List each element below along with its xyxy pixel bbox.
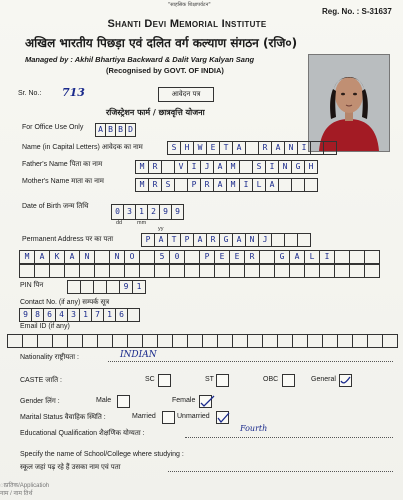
father-name-cell: N [278, 160, 292, 174]
mother-name-cell: A [213, 178, 227, 192]
email-cell [292, 334, 308, 348]
name-cell: E [206, 141, 220, 155]
application-form-label: आवेदन पत्र [158, 87, 214, 102]
address-cell [199, 264, 215, 278]
education-line [185, 437, 393, 438]
name-cell: A [271, 141, 285, 155]
address-cell: O [124, 250, 140, 264]
address-cell: E [229, 250, 245, 264]
managed-by [25, 55, 254, 64]
dob-cell: 2 [147, 204, 160, 220]
email-cell [307, 334, 323, 348]
email-cell [52, 334, 68, 348]
father-name-cell: I [187, 160, 201, 174]
office-code-cell: D [125, 123, 136, 137]
father-name-label: Father's Name पिता का नाम [22, 161, 103, 168]
email-cell [277, 334, 293, 348]
pin-cell: 1 [132, 280, 146, 294]
school-label-hindi: स्कूल जहां पढ़ रहे हैं उसका नाम एवं पता [20, 464, 121, 471]
address-cell [304, 264, 320, 278]
check-mark-icon [199, 395, 215, 408]
email-cell [187, 334, 203, 348]
name-cell [245, 141, 259, 155]
name-cell [310, 141, 324, 155]
address-cell: N [79, 250, 95, 264]
address-cell [364, 264, 380, 278]
contact-cell: 8 [31, 308, 44, 322]
address-cell: R [244, 250, 260, 264]
father-name-cell [239, 160, 253, 174]
mother-name-label: Mother's Name माता का नाम [22, 178, 104, 185]
name-cell: W [193, 141, 207, 155]
address-cell [94, 250, 110, 264]
address-label: Permanent Address पर का पता [22, 236, 114, 243]
name-cell: I [297, 141, 311, 155]
email-cell [67, 334, 83, 348]
dob-cell: 0 [111, 204, 124, 220]
gender-option-female: Female [172, 397, 196, 404]
contact-cell: 6 [43, 308, 56, 322]
gender-label: Gender लिंग : [20, 398, 60, 405]
address-line1-boxes[interactable] [142, 233, 311, 247]
address-cell: 5 [154, 250, 170, 264]
address-cell [139, 264, 155, 278]
dob-unit-year: yy [158, 226, 164, 232]
address-cell [259, 264, 275, 278]
address-cell [271, 233, 285, 247]
gender-male-checkbox[interactable] [117, 395, 130, 408]
name-cell [323, 141, 337, 155]
address-cell: L [304, 250, 320, 264]
mother-name-cell: A [265, 178, 279, 192]
father-name-cell: H [304, 160, 318, 174]
address-cell [49, 264, 65, 278]
address-cell [349, 250, 365, 264]
contact-cell: 1 [79, 308, 92, 322]
address-cell [334, 250, 350, 264]
address-cell [154, 264, 170, 278]
address-cell: I [319, 250, 335, 264]
address-cell: P [180, 233, 194, 247]
caste-st-checkbox[interactable] [216, 374, 229, 387]
address-cell [364, 250, 380, 264]
email-cell [382, 334, 398, 348]
address-cell: T [167, 233, 181, 247]
marital-unmarried-checkbox[interactable] [216, 411, 229, 424]
managed-by-value: Akhil Bhartiya Backward & Dalit Varg Kalyan Sang [74, 55, 255, 64]
email-cell [7, 334, 23, 348]
father-name-cell: G [291, 160, 305, 174]
pin-cell [80, 280, 94, 294]
bottom-clipped-line: नाम / नाम तिर्थ [0, 491, 33, 497]
address-cell [244, 264, 260, 278]
mother-name-cell: S [161, 178, 175, 192]
email-cell [22, 334, 38, 348]
mother-name-cell [304, 178, 318, 192]
office-code-cell: B [105, 123, 116, 137]
serial-number-value: 713 [62, 86, 85, 99]
email-cell [97, 334, 113, 348]
email-cell [202, 334, 218, 348]
name-cell: R [258, 141, 272, 155]
email-cell [142, 334, 158, 348]
address-cell [229, 264, 245, 278]
father-name-cell: V [174, 160, 188, 174]
pin-cell [106, 280, 120, 294]
dob-boxes[interactable] [112, 204, 184, 220]
email-cell [127, 334, 143, 348]
address-line2-boxes[interactable] [20, 250, 380, 264]
address-cell [79, 264, 95, 278]
address-cell: A [232, 233, 246, 247]
address-cell: G [219, 233, 233, 247]
address-cell [297, 233, 311, 247]
father-name-cell: M [135, 160, 149, 174]
pin-cell [67, 280, 81, 294]
name-cell: S [167, 141, 181, 155]
registration-number: Reg. No. : S-31637 [322, 7, 392, 16]
address-cell [259, 250, 275, 264]
email-cell [217, 334, 233, 348]
address-cell [19, 264, 35, 278]
caste-option-general: General [311, 376, 336, 383]
organization-hindi-name: अखिल भारतीय पिछड़ा एवं दलित वर्ग कल्याण संगठन (रजि०) [25, 36, 298, 50]
name-boxes[interactable] [168, 141, 337, 155]
email-cell [37, 334, 53, 348]
mother-name-cell [291, 178, 305, 192]
caste-option-obc: OBC [263, 376, 279, 383]
mother-name-cell: R [148, 178, 162, 192]
applicant-photo [308, 54, 390, 152]
caste-option-sc: SC [145, 376, 155, 383]
email-cell [352, 334, 368, 348]
address-cell [289, 264, 305, 278]
office-use-label: For Office Use Only [22, 124, 84, 131]
address-cell [184, 250, 200, 264]
address-line3-boxes[interactable] [20, 264, 380, 278]
dob-unit-day: dd [116, 220, 123, 226]
email-cell [322, 334, 338, 348]
address-cell: A [34, 250, 50, 264]
contact-cell: 6 [115, 308, 128, 322]
caste-option-st: ST [205, 376, 214, 383]
address-cell: N [245, 233, 259, 247]
address-cell: J [258, 233, 272, 247]
address-cell [274, 264, 290, 278]
dob-cell: 1 [135, 204, 148, 220]
father-name-cell: I [265, 160, 279, 174]
mother-name-boxes[interactable] [136, 178, 318, 192]
check-mark-icon [216, 411, 230, 424]
email-cell [157, 334, 173, 348]
bottom-clipped-text [0, 482, 50, 500]
caste-label: CASTE जाति : [20, 377, 62, 384]
name-cell: T [219, 141, 233, 155]
dob-cell: 9 [171, 204, 184, 220]
father-name-cell: R [148, 160, 162, 174]
gender-option-male: Male [96, 397, 112, 404]
address-cell: K [49, 250, 65, 264]
dob-cell: 9 [159, 204, 172, 220]
dob-unit-month: mm [137, 220, 147, 226]
address-cell [169, 264, 185, 278]
email-cell [112, 334, 128, 348]
form-title: रजिस्ट्रेशन फार्म / छात्रवृत्ति योजना [106, 108, 205, 117]
contact-cell: 3 [67, 308, 80, 322]
dob-label: Date of Birth जन्म तिथि [22, 203, 89, 210]
mother-name-cell: M [135, 178, 149, 192]
email-cell [247, 334, 263, 348]
caste-sc-checkbox[interactable] [158, 374, 171, 387]
address-cell: E [214, 250, 230, 264]
email-cell [172, 334, 188, 348]
address-cell: 0 [169, 250, 185, 264]
mother-name-cell: L [252, 178, 266, 192]
name-cell: H [180, 141, 194, 155]
address-cell: N [109, 250, 125, 264]
father-name-cell: M [226, 160, 240, 174]
marital-option-married: Married [132, 413, 156, 420]
name-cell: N [284, 141, 298, 155]
address-cell: A [64, 250, 80, 264]
name-label: Name (in Capital Letters) आवेदक का नाम [22, 144, 143, 151]
address-cell [319, 264, 335, 278]
motto: "साहसिक शिक्षापर्यटन" [168, 2, 211, 8]
address-cell [214, 264, 230, 278]
address-cell: M [19, 250, 35, 264]
pin-cell [93, 280, 107, 294]
bottom-clipped-line: ाप्रतिक/Applicatioh [0, 483, 50, 489]
father-name-cell: A [213, 160, 227, 174]
father-name-cell: J [200, 160, 214, 174]
address-cell [139, 250, 155, 264]
contact-cell: 4 [55, 308, 68, 322]
email-boxes[interactable] [8, 334, 398, 348]
marital-option-unmarried: Unmarried [177, 413, 210, 420]
school-label-english: Specify the name of School/College where studying : [20, 451, 184, 458]
father-name-cell [161, 160, 175, 174]
father-name-boxes[interactable] [136, 160, 318, 174]
school-line[interactable] [168, 471, 393, 472]
office-code-cell: B [115, 123, 126, 137]
contact-cell [127, 308, 140, 322]
address-cell: P [141, 233, 155, 247]
contact-boxes[interactable] [20, 308, 140, 322]
mother-name-cell: P [187, 178, 201, 192]
address-cell: P [199, 250, 215, 264]
address-cell: R [206, 233, 220, 247]
caste-general-checkbox[interactable] [339, 374, 352, 387]
contact-cell: 7 [91, 308, 104, 322]
check-mark-icon [339, 374, 352, 387]
managed-by-label: Managed by : [25, 55, 73, 64]
marital-label: Marital Status वैवाहिक स्थिति : [20, 414, 106, 421]
email-cell [367, 334, 383, 348]
office-code-cell: A [95, 123, 106, 137]
address-cell [184, 264, 200, 278]
email-cell [232, 334, 248, 348]
dob-cell: 3 [123, 204, 136, 220]
nationality-value[interactable]: INDIAN [120, 350, 157, 360]
name-cell: A [232, 141, 246, 155]
contact-cell: 9 [19, 308, 32, 322]
address-cell [124, 264, 140, 278]
email-cell [82, 334, 98, 348]
father-name-cell: S [252, 160, 266, 174]
mother-name-cell: R [200, 178, 214, 192]
mother-name-cell: M [226, 178, 240, 192]
address-cell [94, 264, 110, 278]
address-cell: G [274, 250, 290, 264]
address-cell [349, 264, 365, 278]
marital-married-checkbox[interactable] [162, 411, 175, 424]
institute-name: Shanti Devi Memorial Institute [107, 18, 267, 30]
address-cell [334, 264, 350, 278]
recognition-note: (Recognised by GOVT. OF INDIA) [106, 66, 224, 75]
mother-name-cell [174, 178, 188, 192]
contact-cell: 1 [103, 308, 116, 322]
email-cell [337, 334, 353, 348]
address-cell: A [289, 250, 305, 264]
address-cell: A [154, 233, 168, 247]
address-cell [64, 264, 80, 278]
girl-portrait-image [309, 55, 389, 151]
nationality-label: Nationality राष्ट्रीयता : [20, 354, 79, 361]
pin-boxes[interactable] [68, 280, 146, 294]
pin-cell: 9 [119, 280, 133, 294]
mother-name-cell [278, 178, 292, 192]
gender-female-checkbox[interactable] [199, 395, 212, 408]
address-cell [109, 264, 125, 278]
email-cell [262, 334, 278, 348]
office-code-boxes[interactable] [96, 123, 136, 137]
contact-label: Contact No. (if any) सम्पर्क सूत्र [20, 299, 110, 306]
caste-obc-checkbox[interactable] [282, 374, 295, 387]
serial-number-label: Sr. No.: [18, 90, 42, 97]
education-label: Educational Qualification शैक्षणिक योग्यता : [20, 430, 145, 437]
email-label: Email ID (if any) [20, 323, 70, 330]
education-value[interactable]: Fourth [240, 424, 268, 433]
pin-label: PIN पिन [20, 282, 44, 289]
address-cell [284, 233, 298, 247]
address-cell [34, 264, 50, 278]
address-cell: A [193, 233, 207, 247]
nationality-line [108, 361, 393, 362]
mother-name-cell: I [239, 178, 253, 192]
